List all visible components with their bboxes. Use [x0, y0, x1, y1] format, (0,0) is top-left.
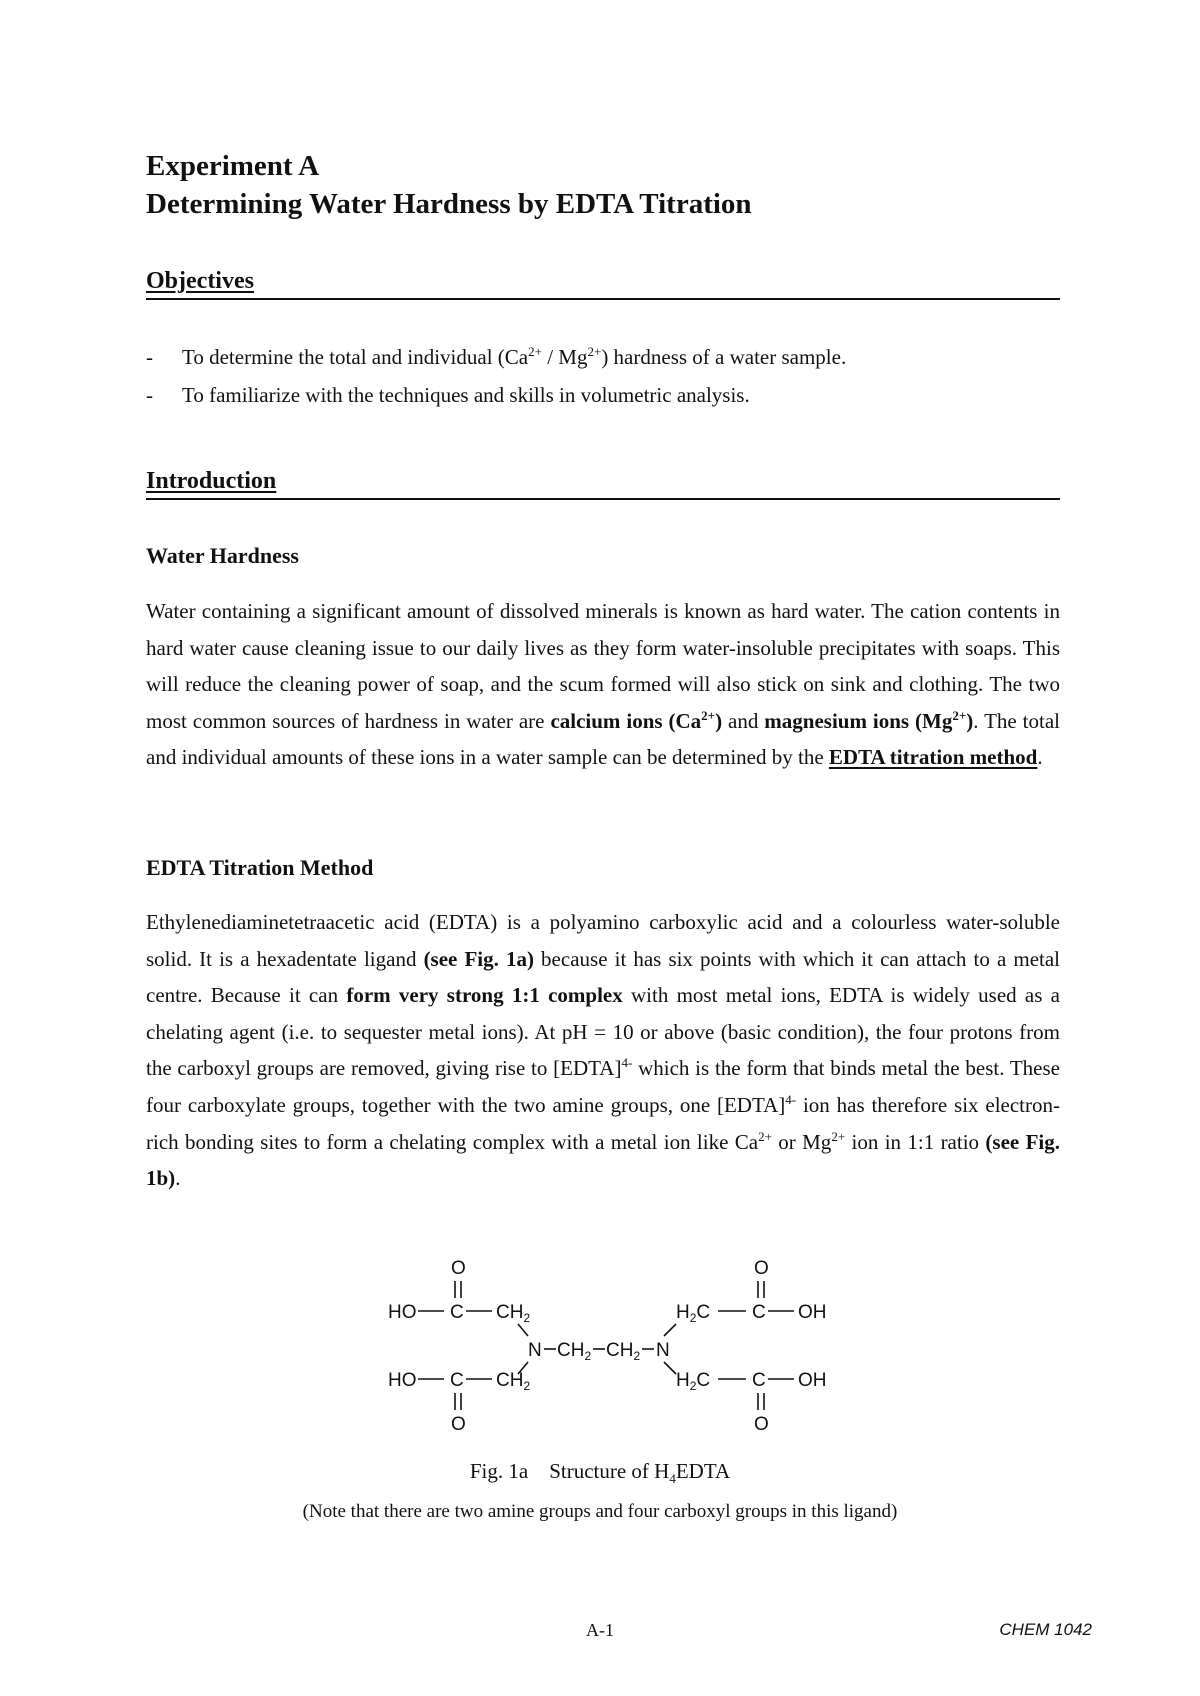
figure-note: (Note that there are two amine groups and four carboxyl groups in this ligand)	[302, 1501, 898, 1522]
single-bond	[664, 1324, 676, 1336]
group-h2c: $H_2C$	[676, 1302, 711, 1325]
single-bond	[518, 1324, 528, 1336]
atom-oh: OH	[798, 1370, 827, 1391]
list-item	[146, 376, 1060, 414]
group-ch2: $CH_2$	[557, 1340, 592, 1363]
water-hardness-heading: Water Hardness	[146, 543, 299, 568]
atom-o: O	[754, 1258, 769, 1279]
experiment-label: Experiment A	[146, 150, 320, 182]
objective-text-2: To familiarize with the techniques and skills in volumetric analysis.	[182, 383, 750, 407]
objectives-heading	[146, 266, 1060, 300]
list-item	[146, 338, 1060, 376]
page-number: A-1	[586, 1620, 614, 1640]
atom-n: N	[656, 1340, 670, 1361]
objectives-heading-label: Objectives	[146, 268, 254, 294]
edta-method-heading: EDTA Titration Method	[146, 855, 374, 880]
single-bond	[664, 1362, 676, 1374]
page-title: Determining Water Hardness by EDTA Titration	[146, 188, 752, 220]
objectives-list	[146, 338, 1060, 414]
bullet-mark: -	[146, 383, 153, 407]
atom-ho: HO	[388, 1302, 417, 1323]
atom-ho: HO	[388, 1370, 417, 1391]
edta-method-emphasis: EDTA titration method	[828, 745, 1038, 770]
group-h2c: $H_2C$	[676, 1370, 711, 1393]
introduction-heading	[146, 466, 1060, 500]
atom-o: O	[754, 1414, 769, 1435]
edta-paragraph: Ethylenediaminetetraacetic acid (EDTA) is a polyamino carboxylic acid and a colourless water-soluble solid. It is a hexadentate ligand (see Fig. 1a) because it has six points with which it can attach to a metal centre. Because it can form very strong 1:1 complex with most metal ions, EDTA is widely used as a chelating agent (i.e. to sequester metal ions). At pH = 10 or above (basic condition), the four protons from the carboxyl groups are removed, giving rise to [EDTA]$^{4-}$ which is the form that binds metal the best. These four carboxylate groups, together with the two amine groups, one [EDTA]$^{4-}$ ion has therefore six electron-rich bonding sites to form a chelating complex with a metal ion like $Ca^{2+}$ or $Mg^{2+}$ ion in 1:1 ratio (see Fig. 1b).	[146, 910, 1061, 1191]
atom-c: C	[450, 1302, 464, 1323]
group-ch2: $CH_2$	[606, 1340, 641, 1363]
course-code: CHEM 1042	[999, 1620, 1092, 1639]
figure-caption: Fig. 1a Structure of $H_4EDTA$	[469, 1459, 731, 1487]
atom-oh: OH	[798, 1302, 827, 1323]
atom-o: O	[451, 1414, 466, 1435]
atom-o: O	[451, 1258, 466, 1279]
atom-c: C	[752, 1370, 766, 1391]
group-ch2: $CH_2$	[496, 1302, 531, 1325]
atom-n: N	[528, 1340, 542, 1361]
group-ch2: $CH_2$	[496, 1370, 531, 1393]
edta-structure-diagram	[380, 1252, 840, 1452]
objective-text-1: To determine the total and individual $(Ca^{2+} / Mg^{2+})$ hardness of a water sample.	[182, 344, 847, 369]
bullet-mark: -	[146, 345, 153, 369]
edta-structure-figure	[380, 1252, 840, 1452]
introduction-heading-label: Introduction	[146, 468, 277, 494]
water-hardness-paragraph: Water containing a significant amount of dissolved minerals is known as hard water. The cation contents in hard water cause cleaning issue to our daily lives as they form water-insoluble precipitates with soaps. This will reduce the cleaning power of soap, and the scum formed will also stick on sink and clothing. The two most common sources of hardness in water are calcium ions $(Ca^{2+})$ and magnesium ions $(Mg^{2+})$. The total and individual amounts of these ions in a water sample can be determined by the EDTA titration method.	[146, 599, 1061, 770]
atom-c: C	[450, 1370, 464, 1391]
atom-c: C	[752, 1302, 766, 1323]
